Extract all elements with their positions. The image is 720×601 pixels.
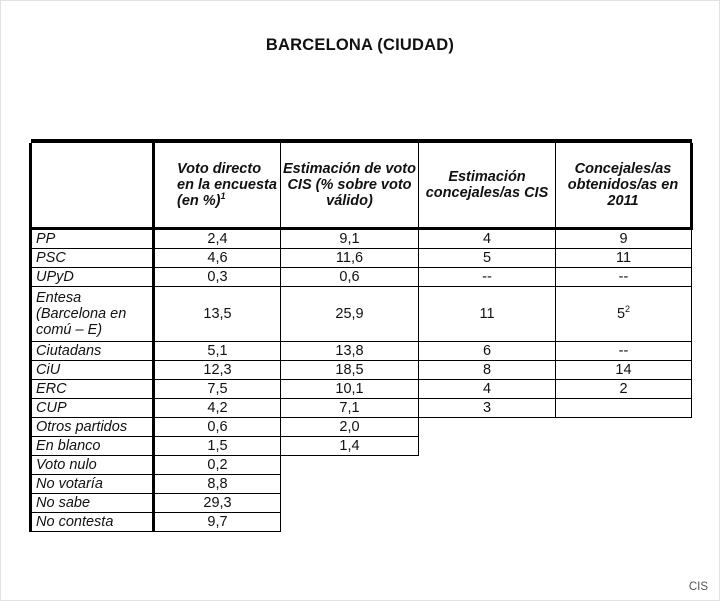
party-name: No sabe <box>31 494 154 513</box>
table-header-row <box>31 143 692 229</box>
voto-directo-cell: 0,2 <box>154 456 281 475</box>
table-row <box>31 287 692 342</box>
voto-directo-cell: 0,6 <box>154 418 281 437</box>
concejales-2011-cell <box>556 399 692 418</box>
results-table <box>29 139 693 532</box>
concejales-2011-cell: 2 <box>556 380 692 399</box>
estimacion-concejales-cell: 6 <box>419 342 556 361</box>
estimacion-concejales-cell: 5 <box>419 249 556 268</box>
voto-directo-cell: 8,8 <box>154 475 281 494</box>
footnote-marker: 2 <box>625 304 631 315</box>
party-name: No votaría <box>31 475 154 494</box>
party-name: En blanco <box>31 437 154 456</box>
estimacion-voto-cell: 0,6 <box>281 268 419 287</box>
concejales-2011-cell: 9 <box>556 229 692 249</box>
party-name: CUP <box>31 399 154 418</box>
concejales-2011-cell: -- <box>556 342 692 361</box>
header-party <box>31 143 154 229</box>
table-row <box>31 475 692 494</box>
voto-directo-cell: 29,3 <box>154 494 281 513</box>
estimacion-voto-cell: 13,8 <box>281 342 419 361</box>
concejales-2011-cell: -- <box>556 268 692 287</box>
estimacion-concejales-cell: 8 <box>419 361 556 380</box>
table-row <box>31 437 692 456</box>
estimacion-voto-cell: 25,9 <box>281 287 419 342</box>
concejales-2011-cell: 14 <box>556 361 692 380</box>
estimacion-voto-cell: 10,1 <box>281 380 419 399</box>
table-row <box>31 380 692 399</box>
concejales-2011-cell: $5^2$ <box>556 287 692 342</box>
estimacion-concejales-cell: 4 <box>419 380 556 399</box>
party-name: Voto nulo <box>31 456 154 475</box>
header-concejales-2011: Concejales/as obtenidos/as en 2011 <box>556 143 692 229</box>
table-row <box>31 229 692 249</box>
header-estimacion-concejales: Estimación concejales/as CIS <box>419 143 556 229</box>
estimacion-voto-cell: 11,6 <box>281 249 419 268</box>
page-title: BARCELONA (CIUDAD) <box>265 36 455 54</box>
voto-directo-cell: 4,2 <box>154 399 281 418</box>
estimacion-voto-cell: 2,0 <box>281 418 419 437</box>
voto-directo-cell: 1,5 <box>154 437 281 456</box>
table-row <box>31 418 692 437</box>
party-name: CiU <box>31 361 154 380</box>
table-row <box>31 361 692 380</box>
party-name: No contesta <box>31 513 154 532</box>
table-row <box>31 456 692 475</box>
voto-directo-cell: 7,5 <box>154 380 281 399</box>
voto-directo-cell: 2,4 <box>154 229 281 249</box>
table-row <box>31 268 692 287</box>
table-row <box>31 342 692 361</box>
source-credit: CIS <box>688 581 708 593</box>
estimacion-voto-cell: 9,1 <box>281 229 419 249</box>
footnote-marker: 1 <box>220 191 226 202</box>
voto-directo-cell: 5,1 <box>154 342 281 361</box>
party-name: ERC <box>31 380 154 399</box>
party-name: Otros partidos <box>31 418 154 437</box>
estimacion-concejales-cell: 11 <box>419 287 556 342</box>
table-row <box>31 249 692 268</box>
table-row <box>31 399 692 418</box>
voto-directo-cell: 13,5 <box>154 287 281 342</box>
estimacion-voto-cell: 1,4 <box>281 437 419 456</box>
voto-directo-cell: 12,3 <box>154 361 281 380</box>
estimacion-voto-cell: 7,1 <box>281 399 419 418</box>
voto-directo-cell: 0,3 <box>154 268 281 287</box>
header-estimacion-voto: Estimación de voto CIS (% sobre voto válido) <box>281 143 419 229</box>
voto-directo-cell: 4,6 <box>154 249 281 268</box>
party-name: Ciutadans <box>31 342 154 361</box>
header-voto-directo: Voto directo en la encuesta (en %)$^1$ <box>154 143 281 229</box>
estimacion-concejales-cell: 4 <box>419 229 556 249</box>
table-row <box>31 494 692 513</box>
estimacion-voto-cell: 18,5 <box>281 361 419 380</box>
table-row <box>31 513 692 532</box>
party-name: PSC <box>31 249 154 268</box>
party-name: UPyD <box>31 268 154 287</box>
voto-directo-cell: 9,7 <box>154 513 281 532</box>
party-name: PP <box>31 229 154 249</box>
estimacion-concejales-cell: 3 <box>419 399 556 418</box>
party-name: Entesa (Barcelona en comú – E) <box>31 287 154 342</box>
concejales-2011-cell: 11 <box>556 249 692 268</box>
estimacion-concejales-cell: -- <box>419 268 556 287</box>
